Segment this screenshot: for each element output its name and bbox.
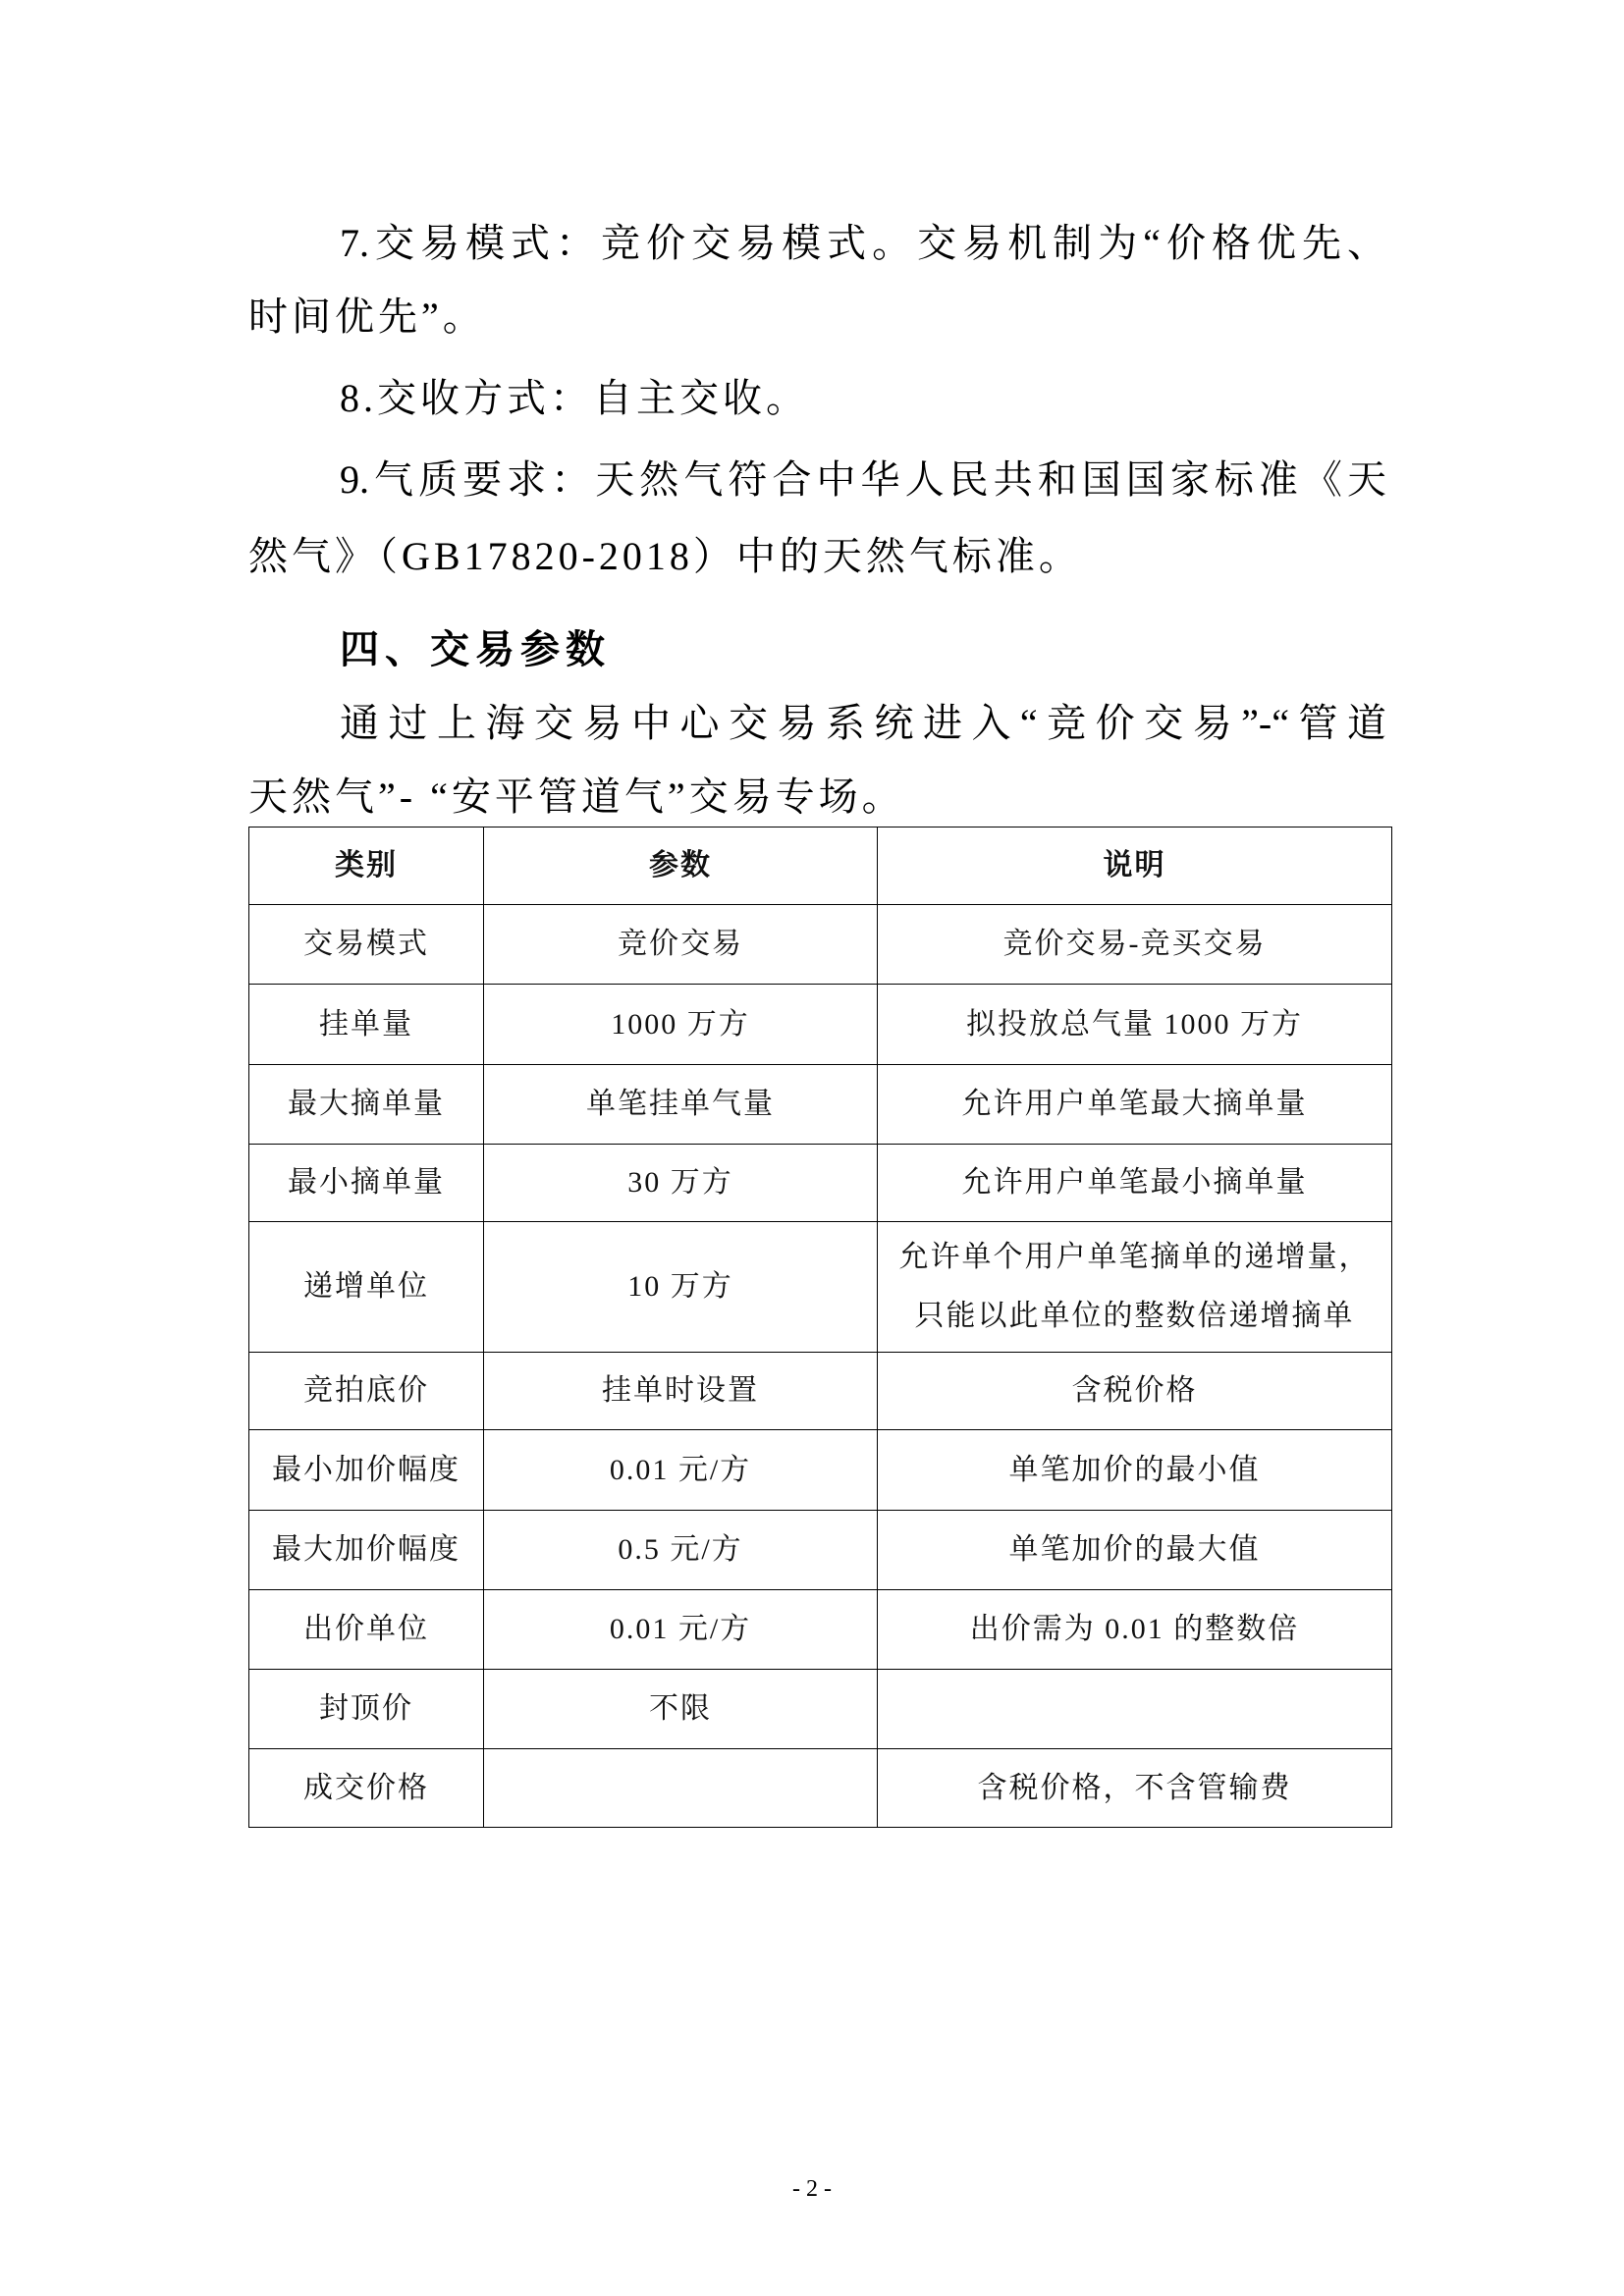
description-cell — [878, 1222, 1392, 1353]
category-cell: 最小摘单量 — [249, 1145, 484, 1222]
parameter-cell: 10 万方 — [484, 1222, 878, 1353]
item-7-line-1: 7.交易模式：竞价交易模式。交易机制为“价格优先、 — [340, 221, 1386, 265]
item-8: 8.交收方式：自主交收。 — [340, 376, 809, 420]
header-parameter: 参数 — [484, 828, 878, 905]
category-cell: 成交价格 — [249, 1749, 484, 1828]
parameter-cell: 0.01 元/方 — [484, 1590, 878, 1670]
table-row — [249, 1222, 1392, 1353]
category-cell: 封顶价 — [249, 1670, 484, 1749]
parameter-cell — [484, 1749, 878, 1828]
parameter-cell: 1000 万方 — [484, 985, 878, 1065]
parameter-cell: 挂单时设置 — [484, 1353, 878, 1430]
description-cell: 含税价格，不含管输费 — [878, 1749, 1392, 1828]
description-cell: 单笔加价的最大值 — [878, 1511, 1392, 1590]
header-category: 类别 — [249, 828, 484, 905]
category-cell: 交易模式 — [249, 905, 484, 985]
table-row — [249, 905, 1392, 985]
category-cell: 出价单位 — [249, 1590, 484, 1670]
item-7-line-2: 时间优先”。 — [248, 294, 486, 339]
header-description: 说明 — [878, 828, 1392, 905]
parameter-cell: 0.01 元/方 — [484, 1430, 878, 1511]
table-row — [249, 1670, 1392, 1749]
category-cell: 最大加价幅度 — [249, 1511, 484, 1590]
section-heading: 四、交易参数 — [340, 628, 611, 671]
trading-parameters-table — [248, 827, 1392, 1828]
item-9-line-1: 9.气质要求：天然气符合中华人民共和国国家标准《天 — [340, 457, 1386, 502]
description-cell: 允许用户单笔最大摘单量 — [878, 1065, 1392, 1145]
category-cell: 最小加价幅度 — [249, 1430, 484, 1511]
table-row — [249, 1353, 1392, 1430]
description-cell: 拟投放总气量 1000 万方 — [878, 985, 1392, 1065]
parameter-cell: 单笔挂单气量 — [484, 1065, 878, 1145]
parameter-cell: 竞价交易 — [484, 905, 878, 985]
item-9-line-2: 然气》（GB17820-2018）中的天然气标准。 — [248, 534, 1082, 578]
parameter-cell: 30 万方 — [484, 1145, 878, 1222]
category-cell: 挂单量 — [249, 985, 484, 1065]
description-cell: 出价需为 0.01 的整数倍 — [878, 1590, 1392, 1670]
category-cell: 竞拍底价 — [249, 1353, 484, 1430]
table-row — [249, 985, 1392, 1065]
description-cell: 含税价格 — [878, 1353, 1392, 1430]
category-cell: 最大摘单量 — [249, 1065, 484, 1145]
table-header-row — [249, 828, 1392, 905]
table-row — [249, 1430, 1392, 1511]
table-row — [249, 1145, 1392, 1222]
description-cell: 允许用户单笔最小摘单量 — [878, 1145, 1392, 1222]
parameter-cell: 0.5 元/方 — [484, 1511, 878, 1590]
description-cell — [878, 1670, 1392, 1749]
description-cell: 单笔加价的最小值 — [878, 1430, 1392, 1511]
table-row — [249, 1749, 1392, 1828]
intro-line-2: 天然气”- “安平管道气”交易专场。 — [248, 774, 905, 819]
page-number: - 2 - — [792, 2176, 832, 2202]
parameter-cell: 不限 — [484, 1670, 878, 1749]
intro-line-1: 通过上海交易中心交易系统进入“竞价交易”-“管道 — [340, 701, 1386, 745]
table-row — [249, 1590, 1392, 1670]
table-row — [249, 1511, 1392, 1590]
description-line: 只能以此单位的整数倍递增摘单 — [914, 1300, 1355, 1332]
table-row — [249, 1065, 1392, 1145]
description-line: 允许单个用户单笔摘单的递增量， — [898, 1241, 1371, 1273]
category-cell: 递增单位 — [249, 1222, 484, 1353]
description-cell: 竞价交易-竞买交易 — [878, 905, 1392, 985]
